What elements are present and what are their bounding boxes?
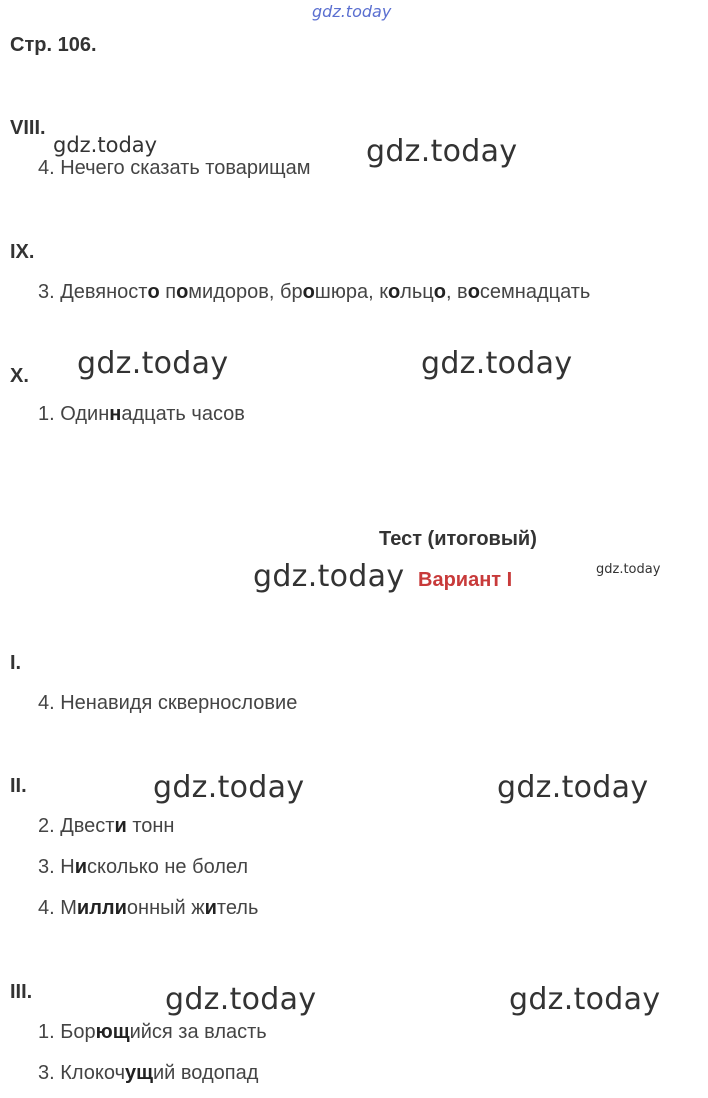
answer-ii-4: 4. Миллионный житель <box>38 897 259 919</box>
watermark: gdz.today <box>253 559 405 594</box>
watermark: gdz.today <box>165 982 317 1017</box>
answer-iii-3: 3. Клокочущий водопад <box>38 1062 259 1084</box>
watermark-tiny: gdz.today <box>596 562 661 577</box>
watermark: gdz.today <box>421 346 573 381</box>
answer-x-1: 1. Одиннадцать часов <box>38 403 245 425</box>
answer-ii-2: 2. Двести тонн <box>38 815 175 837</box>
section-x-label: X. <box>10 365 29 387</box>
answer-i-4: 4. Ненавидя сквернословие <box>38 692 298 714</box>
watermark-small-inline: gdz.today <box>53 133 158 157</box>
section-i-label: I. <box>10 652 22 674</box>
watermark: gdz.today <box>77 346 229 381</box>
watermark-top: gdz.today <box>312 2 392 21</box>
watermark: gdz.today <box>153 770 305 805</box>
section-iii-label: III. <box>10 981 33 1003</box>
test-title: Тест (итоговый) <box>379 528 537 550</box>
answer-viii-4: 4. Нечего сказать товарищам <box>38 157 311 179</box>
page-title: Стр. 106. <box>10 34 97 56</box>
answer-ii-3: 3. Нисколько не болел <box>38 856 249 878</box>
section-viii-label: VIII. <box>10 117 46 139</box>
variant-label: Вариант I <box>418 569 513 591</box>
watermark: gdz.today <box>497 770 649 805</box>
answer-ix-3: 3. Девяносто помидоров, брошюра, кольцо, восемнадцать <box>38 281 591 303</box>
watermark: gdz.today <box>366 134 518 169</box>
watermark: gdz.today <box>509 982 661 1017</box>
answer-iii-1: 1. Борющийся за власть <box>38 1021 267 1043</box>
section-ix-label: IX. <box>10 241 35 263</box>
section-ii-label: II. <box>10 775 27 797</box>
